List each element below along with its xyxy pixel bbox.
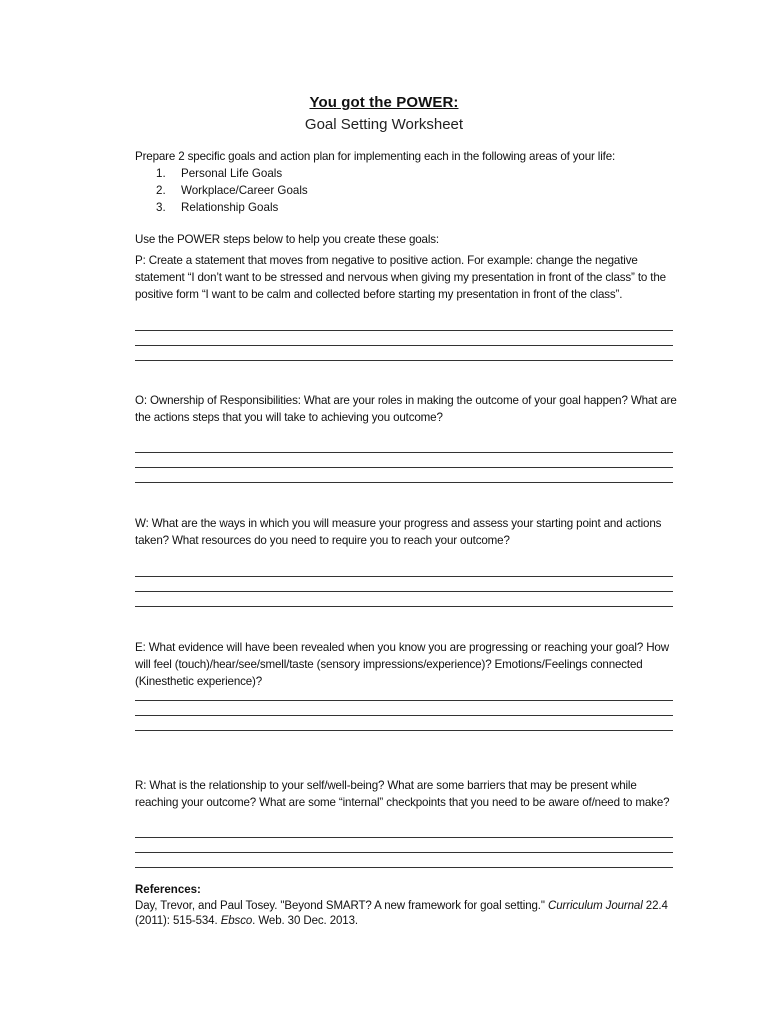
answer-line[interactable] xyxy=(135,716,673,731)
section-r-prompt: R: What is the relationship to your self/well-being? What are some barriers that may be present while reaching your outcome? What are some “internal” checkpoints that you need to be aware of/need to make? xyxy=(135,779,670,809)
answer-line[interactable] xyxy=(135,686,673,701)
answer-line[interactable] xyxy=(135,438,673,453)
section-o-prompt: O: Ownership of Responsibilities: What are your roles in making the outcome of your goal happen? What are the actions steps that you will take to achieving you outcome? xyxy=(135,394,677,424)
citation-volume-pages: 22.4 (2011): 515-534. xyxy=(135,900,668,927)
list-item-label: Personal Life Goals xyxy=(181,167,283,180)
page-title: You got the POWER: xyxy=(309,94,459,111)
section-r-answer-lines[interactable] xyxy=(135,823,673,868)
list-item xyxy=(156,182,556,199)
citation-journal: Curriculum Journal xyxy=(547,900,643,912)
list-item-number: 3. xyxy=(156,201,166,214)
answer-line[interactable] xyxy=(135,453,673,468)
answer-line[interactable] xyxy=(135,838,673,853)
answer-line[interactable] xyxy=(135,853,673,868)
answer-line[interactable] xyxy=(135,823,673,838)
page-subtitle: Goal Setting Worksheet xyxy=(304,116,464,133)
citation-authors-title: Day, Trevor, and Paul Tosey. "Beyond SMART? A new framework for goal setting." xyxy=(135,900,548,912)
section-p-prompt: P: Create a statement that moves from negative to positive action. For example: change the negative statement “I don’t want to be stressed and nervous when giving my presentation in front of the class” to the positive form “I want to be calm and collected before starting my presentation in front of the class”. xyxy=(135,254,666,301)
intro-text: Prepare 2 specific goals and action plan for implementing each in the following areas of your life: xyxy=(135,150,616,163)
answer-line[interactable] xyxy=(135,468,673,483)
section-p-answer-lines[interactable] xyxy=(135,316,673,361)
list-item-number: 2. xyxy=(156,184,166,197)
section-w-prompt: W: What are the ways in which you will measure your progress and assess your starting point and actions taken? What resources do you need to require you to reach your outcome? xyxy=(135,517,662,547)
answer-line[interactable] xyxy=(135,592,673,607)
citation-access-date: . Web. 30 Dec. 2013. xyxy=(252,915,358,927)
answer-line[interactable] xyxy=(135,562,673,577)
section-o-answer-lines[interactable] xyxy=(135,438,673,483)
goal-areas-list xyxy=(156,165,556,216)
answer-line[interactable] xyxy=(135,701,673,716)
answer-line[interactable] xyxy=(135,577,673,592)
list-item xyxy=(156,199,556,216)
section-e-prompt: E: What evidence will have been revealed when you know you are progressing or reaching your goal? How will feel (touch)/hear/see/smell/taste (sensory impressions/experience)? Emotions/Feelings connected (Kinesthetic experience)? xyxy=(135,641,669,688)
section-e-answer-lines[interactable] xyxy=(135,686,673,731)
answer-line[interactable] xyxy=(135,346,673,361)
list-item-number: 1. xyxy=(156,167,166,180)
references-heading: References: xyxy=(135,884,201,896)
answer-line[interactable] xyxy=(135,316,673,331)
list-item-label: Relationship Goals xyxy=(181,201,279,214)
list-item-label: Workplace/Career Goals xyxy=(181,184,308,197)
list-item xyxy=(156,165,556,182)
answer-line[interactable] xyxy=(135,331,673,346)
citation-database: Ebsco xyxy=(220,915,253,927)
instruction-text: Use the POWER steps below to help you create these goals: xyxy=(135,233,440,246)
references-citation xyxy=(135,899,680,929)
section-w-answer-lines[interactable] xyxy=(135,562,673,607)
